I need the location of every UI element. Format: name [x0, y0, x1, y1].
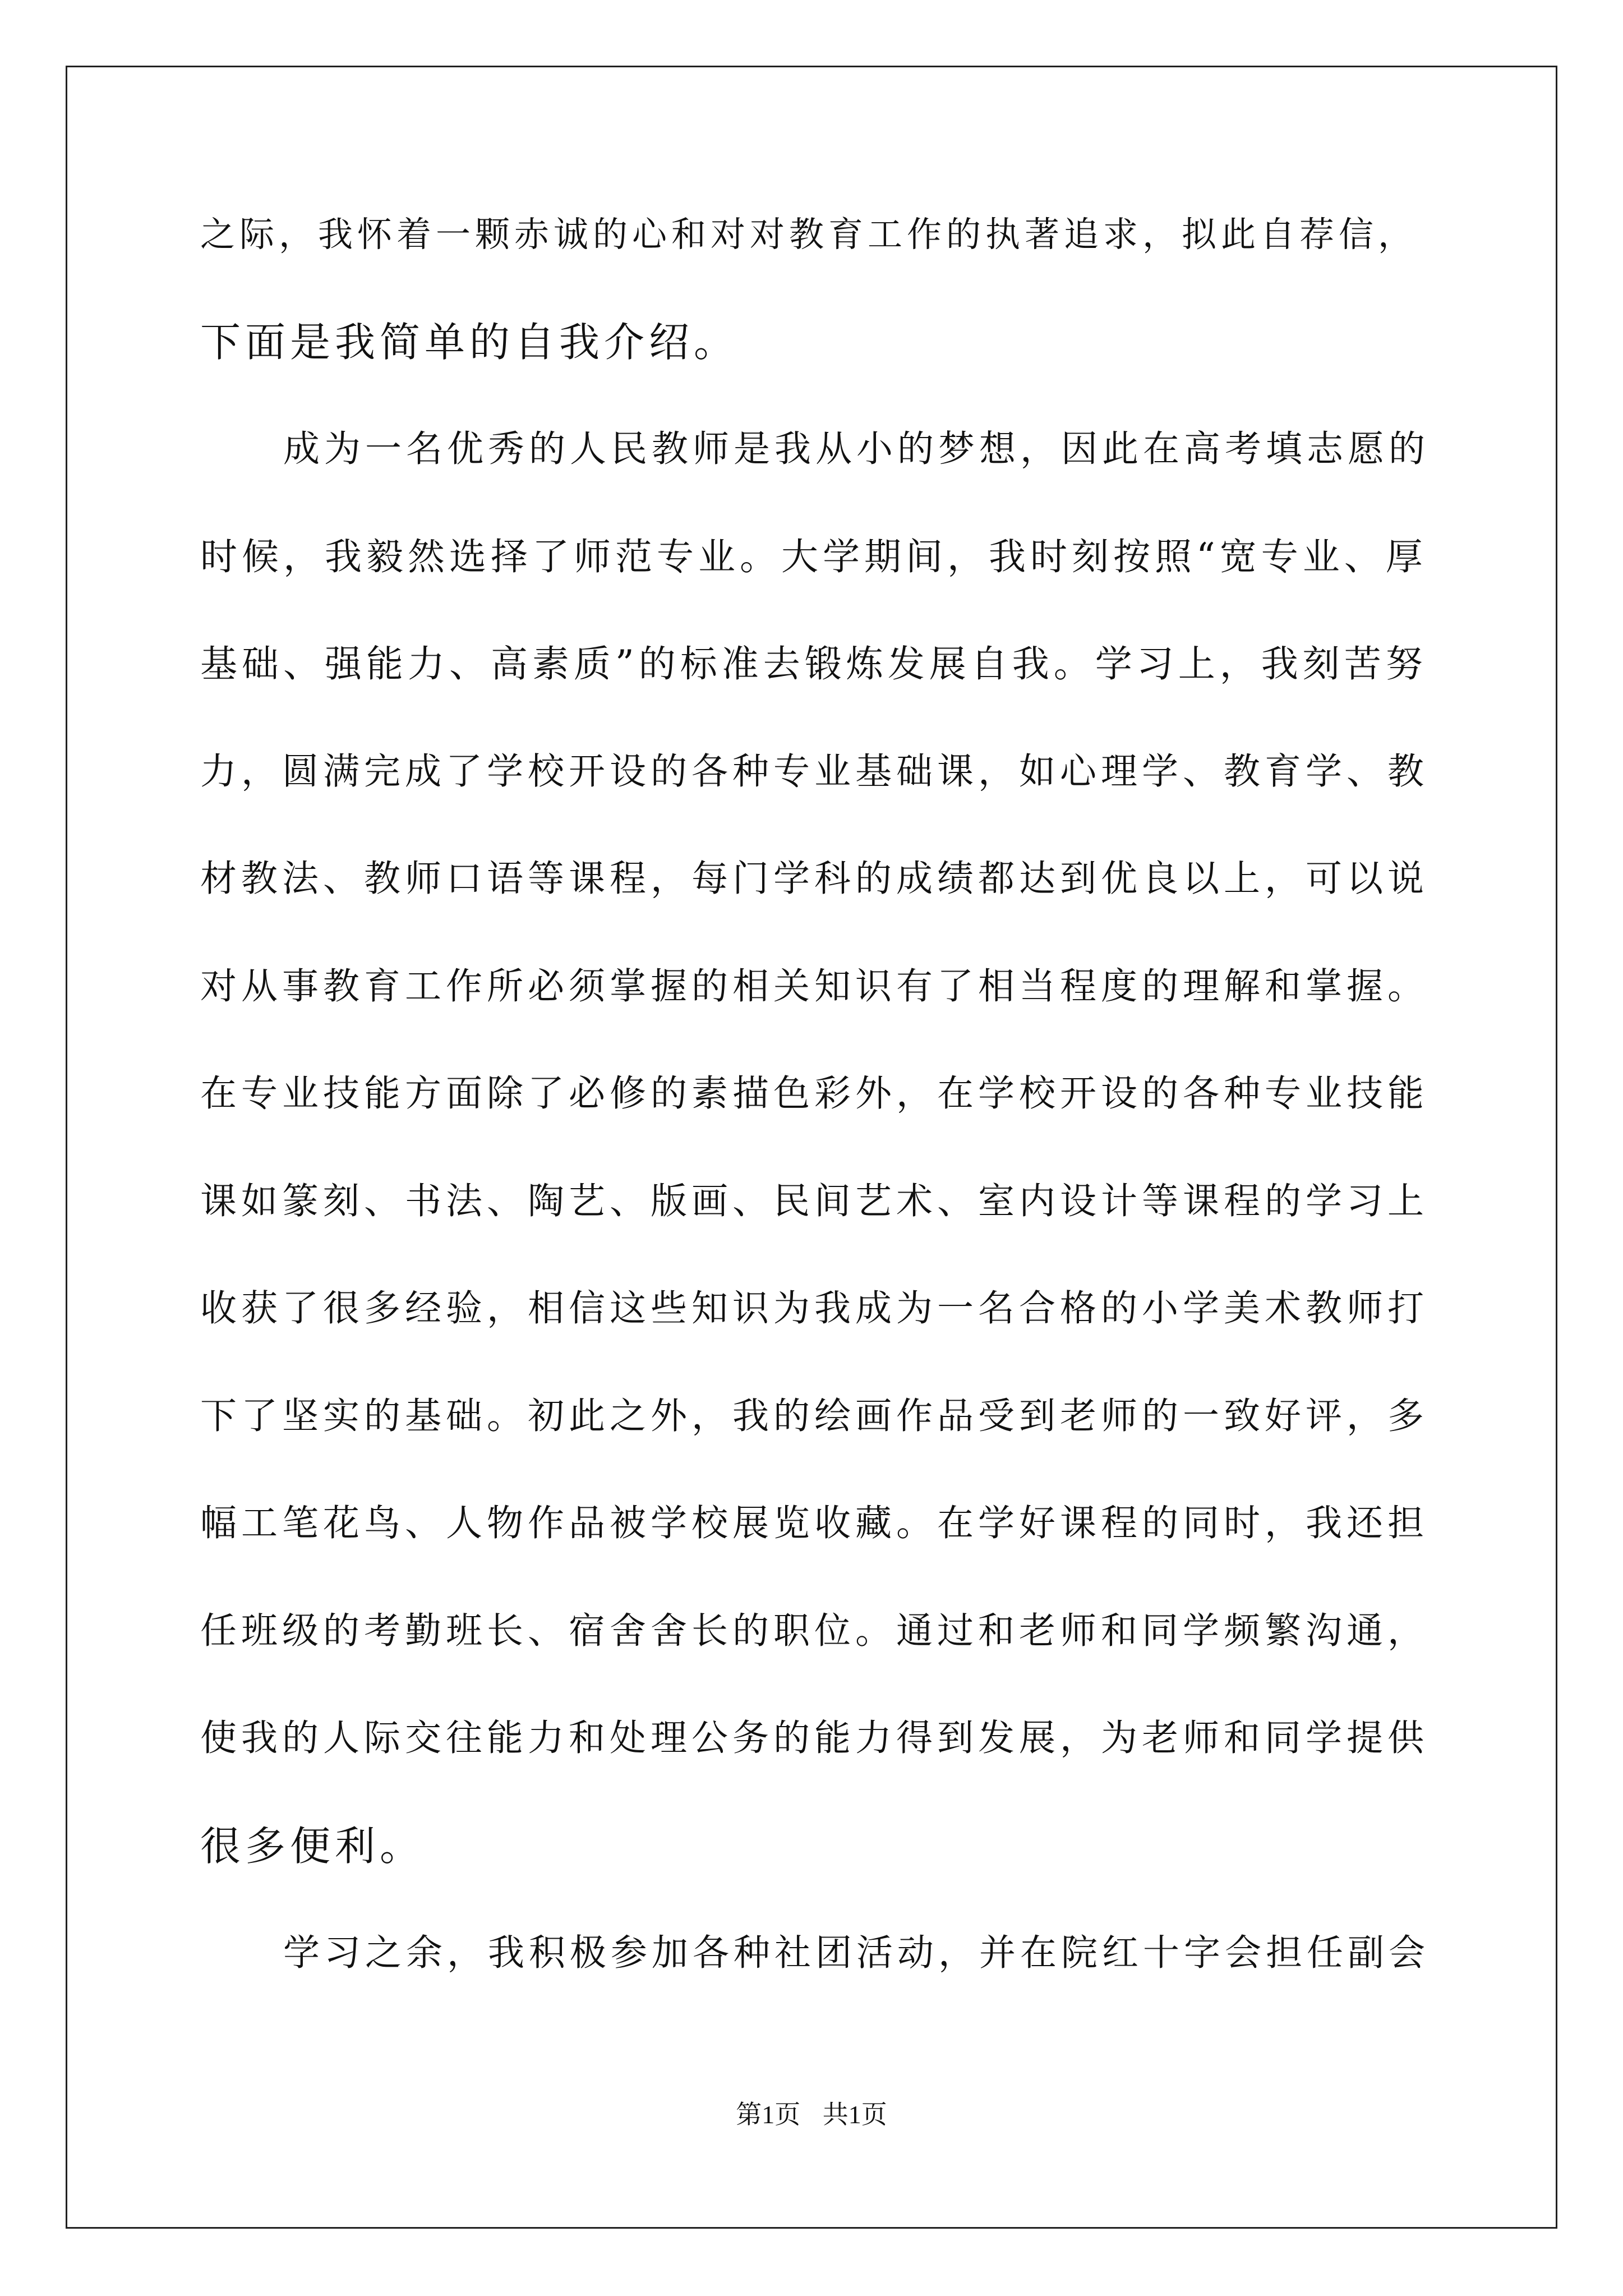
text-line: 在专业技能方面除了必修的素描色彩外，在学校开设的各种专业技能 — [200, 1073, 1429, 1115]
text-line: 对从事教育工作所必须掌握的相关知识有了相当程度的理解和掌握。 — [200, 965, 1429, 1007]
text-line: 成为一名优秀的人民教师是我从小的梦想，因此在高考填志愿的 — [283, 428, 1430, 470]
page-footer — [0, 2098, 1623, 2132]
text-line: 幅工笔花鸟、人物作品被学校展览收藏。在学好课程的同时，我还担 — [200, 1502, 1429, 1544]
text-line: 学习之余，我积极参加各种社团活动，并在院红十字会担任副会 — [283, 1932, 1430, 1974]
page-number: 第1页 — [736, 2100, 801, 2129]
text-line: 下面是我简单的自我介绍。 — [200, 318, 739, 366]
text-line: 下了坚实的基础。初此之外，我的绘画作品受到老师的一致好评，多 — [200, 1395, 1429, 1437]
page-border — [66, 66, 1557, 2229]
text-line: 之际，我怀着一颗赤诚的心和对对教育工作的执著追求，拟此自荐信， — [200, 214, 1418, 255]
text-line: 很多便利。 — [200, 1822, 425, 1870]
text-line: 力，圆满完成了学校开设的各种专业基础课，如心理学、教育学、教 — [200, 750, 1429, 793]
text-line: 任班级的考勤班长、宿舍舍长的职位。通过和老师和同学频繁沟通， — [200, 1609, 1429, 1652]
text-line: 使我的人际交往能力和处理公务的能力得到发展，为老师和同学提供 — [200, 1717, 1429, 1759]
text-line: 时候，我毅然选择了师范专业。大学期间，我时刻按照“宽专业、厚 — [200, 535, 1427, 578]
text-line: 基础、强能力、高素质”的标准去锻炼发展自我。学习上，我刻苦努 — [200, 642, 1427, 685]
text-line: 收获了很多经验，相信这些知识为我成为一名合格的小学美术教师打 — [200, 1287, 1429, 1329]
page-total: 共1页 — [822, 2100, 887, 2129]
text-line: 材教法、教师口语等课程，每门学科的成绩都达到优良以上，可以说 — [200, 858, 1429, 900]
text-line: 课如篆刻、书法、陶艺、版画、民间艺术、室内设计等课程的学习上 — [200, 1180, 1429, 1222]
